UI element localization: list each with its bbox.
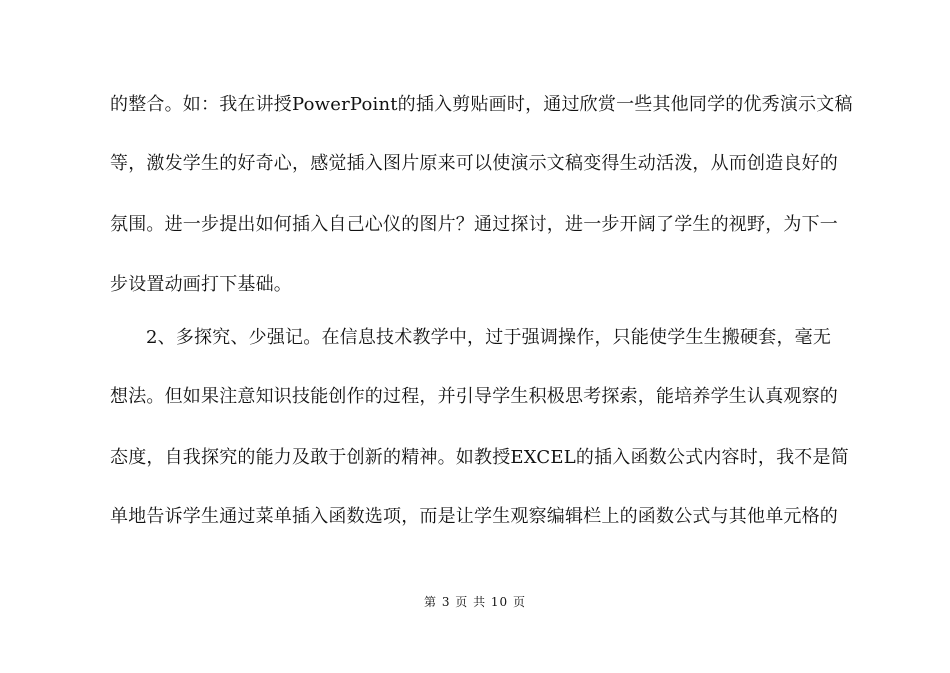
paragraph-line-8: 单地告诉学生通过菜单插入函数选项，而是让学生观察编辑栏上的函数公式与其他单元格的 [110,506,838,527]
page-footer: 第 3 页 共 10 页 [424,595,526,609]
paragraph-line-3: 氛围。进一步提出如何插入自己心仪的图片？通过探讨，进一步开阔了学生的视野，为下一 [110,214,838,235]
paragraph-line-7: 态度，自我探究的能力及敢于创新的精神。如教授EXCEL的插入函数公式内容时，我不是简 [110,447,849,468]
paragraph-line-5: 2、多探究、少强记。在信息技术教学中，过于强调操作，只能使学生生搬硬套，毫无 [146,327,832,348]
paragraph-line-6: 想法。但如果注意知识技能创作的过程，并引导学生积极思考探索，能培养学生认真观察的 [110,386,838,407]
paragraph-line-1: 的整合。如：我在讲授PowerPoint的插入剪贴画时，通过欣赏一些其他同学的优秀演示文稿 [110,94,853,115]
paragraph-line-4: 步设置动画打下基础。 [110,274,292,295]
paragraph-line-2: 等，激发学生的好奇心，感觉插入图片原来可以使演示文稿变得生动活泼，从而创造良好的 [110,153,838,174]
